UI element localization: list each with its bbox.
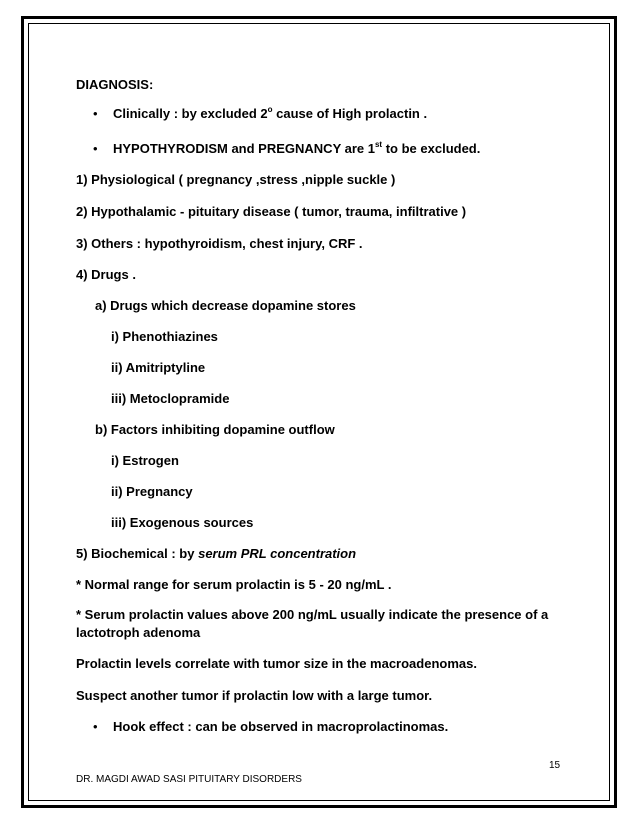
item-biochemical: 5) Biochemical : by serum PRL concentration — [76, 546, 357, 561]
subitem-b-ii: ii) Pregnancy — [111, 484, 193, 499]
subitem-a-i: i) Phenothiazines — [111, 329, 218, 344]
item-drugs: 4) Drugs . — [76, 267, 136, 282]
note-adenoma-line1: * Serum prolactin values above 200 ng/mL usually indicate the presence of a — [76, 607, 549, 622]
subitem-b: b) Factors inhibiting dopamine outflow — [95, 422, 335, 437]
bullet-clinically: Clinically : by excluded 2$^o$ cause of High prolactin . — [113, 105, 428, 121]
subitem-b-i: i) Estrogen — [111, 453, 179, 468]
para-another-tumor: Suspect another tumor if prolactin low with a large tumor. — [76, 688, 433, 703]
footer-text: DR. MAGDI AWAD SASI PITUITARY DISORDERS — [76, 774, 302, 785]
diagnosis-heading: DIAGNOSIS: — [76, 77, 154, 92]
note-adenoma-line2: lactotroph adenoma — [76, 625, 201, 640]
bullet-hook-effect: Hook effect : can be observed in macroprolactinomas. — [113, 719, 449, 734]
item-hypothalamic: 2) Hypothalamic - pituitary disease ( tumor, trauma, infiltrative ) — [76, 204, 467, 219]
subitem-a-ii: ii) Amitriptyline — [111, 360, 206, 375]
bullet-marker: • — [93, 106, 98, 121]
note-normal-range: * Normal range for serum prolactin is 5 - 20 ng/mL . — [76, 577, 392, 592]
subitem-a-iii: iii) Metoclopramide — [111, 391, 230, 406]
subitem-b-iii: iii) Exogenous sources — [111, 515, 254, 530]
bullet-marker: • — [93, 719, 98, 734]
bullet-hypothyroidism: HYPOTHYRODISM and PREGNANCY are 1st to be excluded. — [113, 140, 481, 156]
bullet-marker: • — [93, 141, 98, 156]
subitem-a: a) Drugs which decrease dopamine stores — [95, 298, 356, 313]
page-border-inner — [28, 23, 610, 801]
item-physiological: 1) Physiological ( pregnancy ,stress ,nipple suckle ) — [76, 172, 396, 187]
page-number: 15 — [549, 760, 561, 771]
item-others: 3) Others : hypothyroidism, chest injury, CRF . — [76, 236, 363, 251]
para-tumor-size: Prolactin levels correlate with tumor size in the macroadenomas. — [76, 656, 477, 671]
